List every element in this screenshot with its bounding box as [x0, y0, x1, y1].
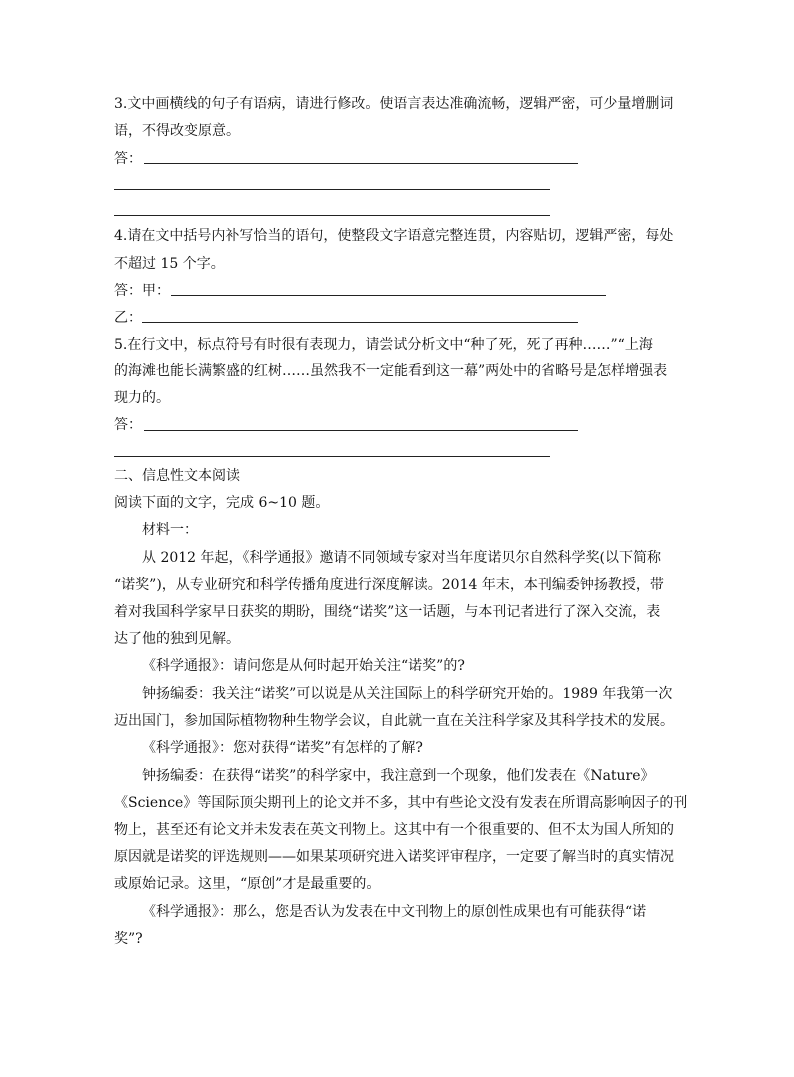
- paragraph-line: 《科学通报》：那么，您是否认为发表在中文刊物上的原创性成果也有可能获得“诺: [142, 904, 647, 920]
- paragraph-line: 或原始记录。这里，“原创”才是最重要的。: [114, 876, 381, 892]
- q5-answer-line-2[interactable]: [114, 456, 550, 457]
- paragraph-line: 奖”?: [114, 931, 143, 947]
- section-title: 二、信息性文本阅读: [114, 468, 240, 484]
- q5-answer-label: 答：: [114, 417, 142, 433]
- q4-answer-line-a[interactable]: [171, 295, 606, 296]
- q3-answer-line-2[interactable]: [114, 189, 550, 190]
- paragraph-line: 《科学通报》：请问您是从何时起开始关注“诺奖”的?: [142, 658, 465, 674]
- paragraph-line: 达了他的独到见解。: [114, 631, 240, 647]
- section-instruction: 阅读下面的文字，完成 6~10 题。: [114, 495, 330, 511]
- paragraph-line: 物上，甚至还有论文并未发表在英文刊物上。这其中有一个很重要的、但不太为国人所知的: [114, 822, 674, 838]
- material-label: 材料一：: [142, 522, 198, 538]
- paragraph-line: 钟扬编委：我关注“诺奖”可以说是从关注国际上的科学研究开始的。1989 年我第一次: [142, 686, 673, 702]
- paragraph-line: 原因就是诺奖的评选规则——如果某项研究进入诺奖评审程序，一定要了解当时的真实情况: [114, 849, 674, 865]
- q4-answer-label-a: 答：甲：: [114, 283, 170, 299]
- paragraph-line: 《Science》等国际顶尖期刊上的论文并不多，其中有些论文没有发表在所谓高影响因子的刊: [114, 795, 688, 811]
- paragraph-line: 着对我国科学家早日获奖的期盼，围绕“诺奖”这一话题，与本刊记者进行了深入交流，表: [114, 604, 661, 620]
- q4-answer-line-b[interactable]: [142, 322, 578, 323]
- q5-text-line-3: 现力的。: [114, 390, 170, 406]
- q3-answer-line-1[interactable]: [144, 163, 578, 164]
- paragraph-line: 钟扬编委：在获得“诺奖”的科学家中，我注意到一个现象，他们发表在《Nature》: [142, 768, 655, 784]
- paragraph-line: 从 2012 年起，《科学通报》邀请不同领域专家对当年度诺贝尔自然科学奖(以下简称: [142, 550, 661, 566]
- q4-text-line-1: 4.请在文中括号内补写恰当的语句，使整段文字语意完整连贯，内容贴切，逻辑严密，每处: [114, 228, 674, 244]
- q4-answer-label-b: 乙：: [114, 310, 142, 326]
- paragraph-line: 迈出国门，参加国际植物物种生物学会议，自此就一直在关注科学家及其科学技术的发展。: [114, 713, 674, 729]
- q3-answer-line-3[interactable]: [114, 215, 550, 216]
- paragraph-line: 《科学通报》：您对获得“诺奖”有怎样的了解?: [142, 740, 423, 756]
- paragraph-line: “诺奖”)，从专业研究和科学传播角度进行深度解读。2014 年末，本刊编委钟扬教授，带: [114, 577, 664, 593]
- q5-answer-line-1[interactable]: [144, 430, 578, 431]
- q5-text-line-1: 5.在行文中，标点符号有时很有表现力，请尝试分析文中“种了死，死了再种……”“上海: [114, 337, 653, 353]
- q3-answer-label: 答：: [114, 151, 142, 167]
- q3-text-line-1: 3.文中画横线的句子有语病，请进行修改。使语言表达准确流畅，逻辑严密，可少量增删词: [114, 96, 674, 112]
- q3-text-line-2: 语，不得改变原意。: [114, 123, 240, 139]
- q5-text-line-2: 的海滩也能长满繁盛的红树……虽然我不一定能看到这一幕”两处中的省略号是怎样增强表: [114, 363, 668, 379]
- q4-text-line-2: 不超过 15 个字。: [114, 256, 225, 272]
